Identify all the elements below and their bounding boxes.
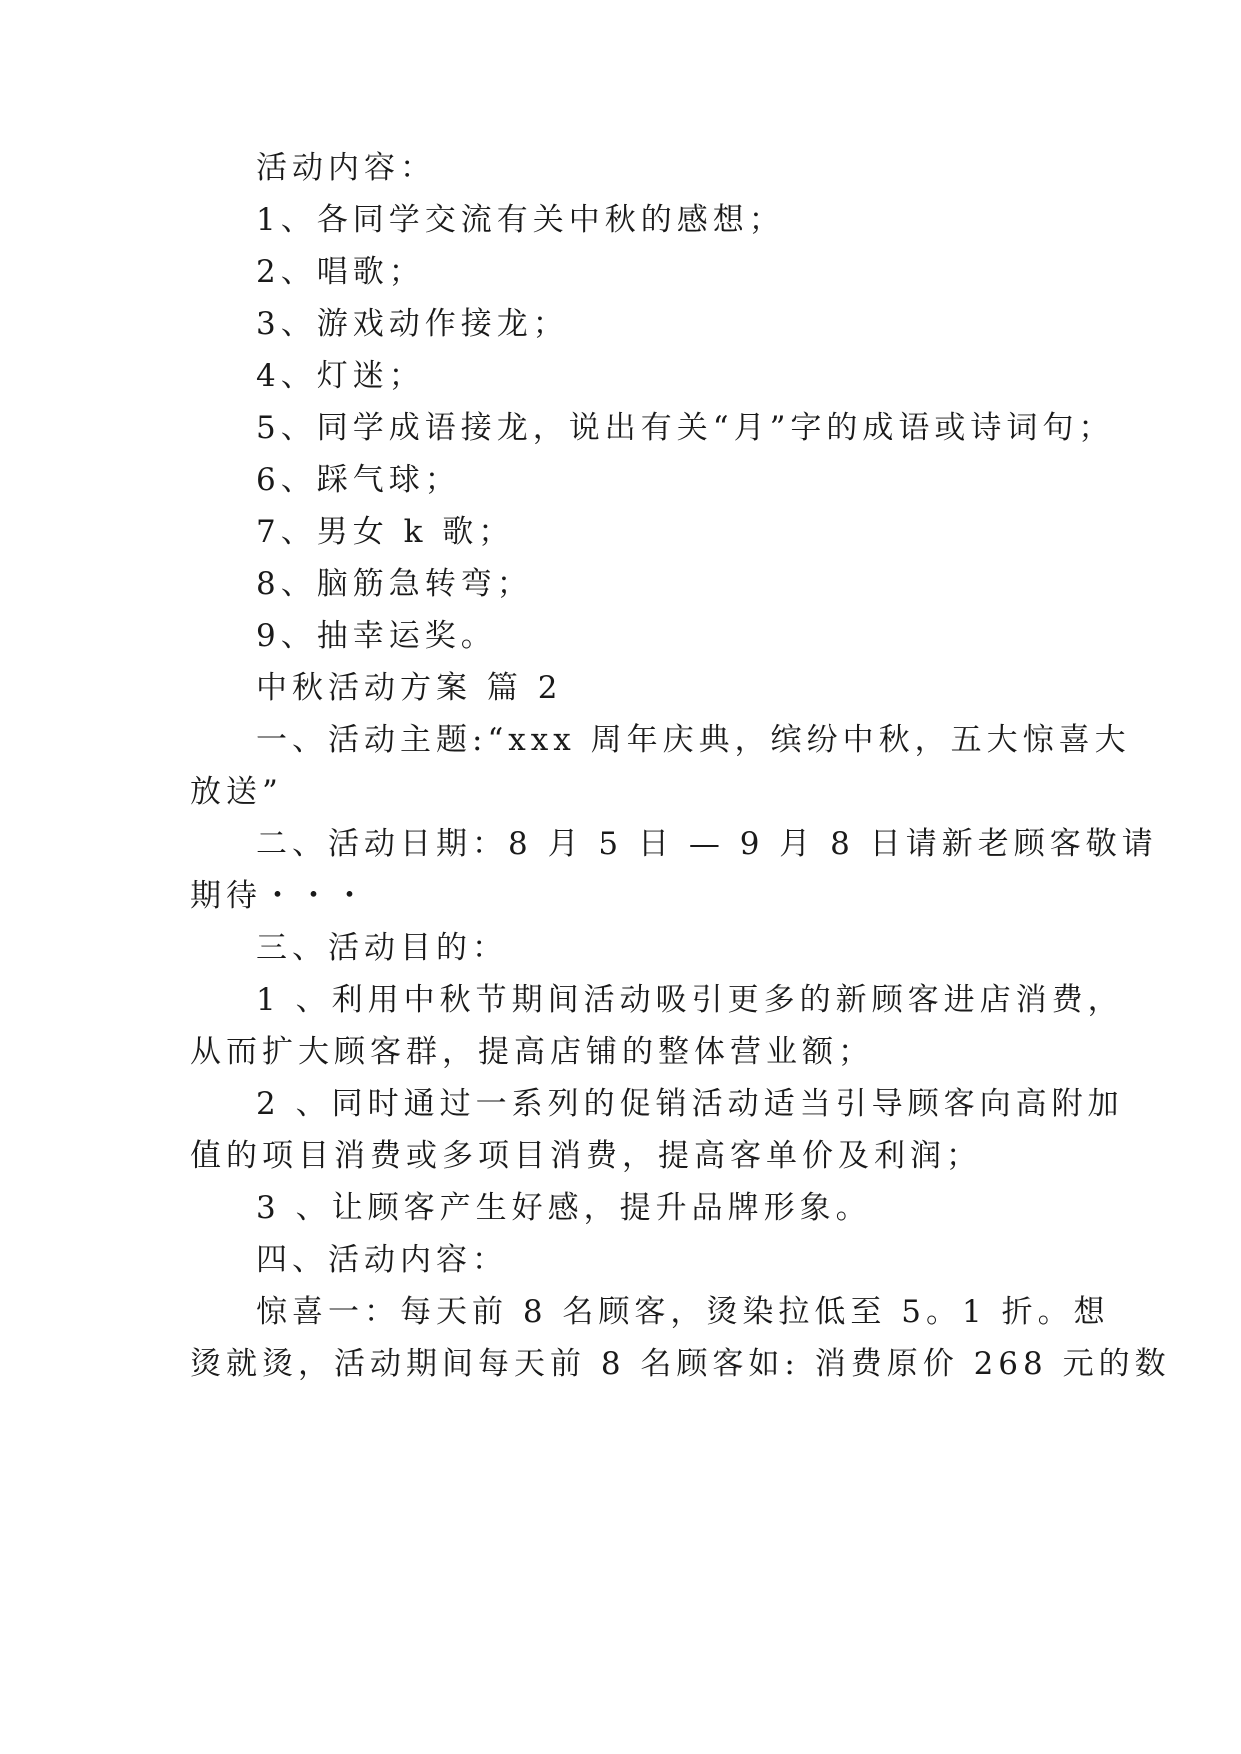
- list-item: 6、踩气球；: [256, 462, 461, 498]
- list-item: 9、抽幸运奖。: [256, 618, 497, 654]
- list-item: 2 、同时通过一系列的促销活动适当引导顾客向高附加: [256, 1086, 1124, 1122]
- paragraph-continuation: 从而扩大顾客群，提高店铺的整体营业额；: [190, 1034, 874, 1070]
- list-item: 1、各同学交流有关中秋的感想；: [256, 202, 785, 238]
- paragraph: 三、活动目的：: [256, 930, 508, 966]
- paragraph: 活动内容：: [256, 150, 436, 186]
- list-item: 3 、让顾客产生好感，提升品牌形象。: [256, 1190, 872, 1226]
- paragraph-continuation: 放送”: [190, 774, 283, 810]
- paragraph: 二、活动日期：8 月 5 日 — 9 月 8 日请新老顾客敬请: [256, 826, 1158, 862]
- section-heading: 中秋活动方案 篇 2: [256, 670, 563, 706]
- paragraph: 惊喜一：每天前 8 名顾客，烫染拉低至 5。1 折。想: [256, 1294, 1110, 1330]
- list-item: 5、同学成语接龙，说出有关“月”字的成语或诗词句；: [256, 410, 1115, 446]
- paragraph-continuation: 烫就烫，活动期间每天前 8 名顾客如: 消费原价 268 元的数: [190, 1346, 1171, 1382]
- list-item: 4、灯迷；: [256, 358, 425, 394]
- paragraph-continuation: 期待・・・: [190, 878, 370, 914]
- list-item: 3、游戏动作接龙；: [256, 306, 569, 342]
- paragraph-continuation: 值的项目消费或多项目消费，提高客单价及利润；: [190, 1138, 982, 1174]
- list-item: 8、脑筋急转弯；: [256, 566, 533, 602]
- list-item: 1 、利用中秋节期间活动吸引更多的新顾客进店消费，: [256, 982, 1124, 1018]
- list-item: 2、唱歌；: [256, 254, 425, 290]
- list-item: 7、男女 k 歌；: [256, 514, 515, 550]
- paragraph: 一、活动主题:“xxx 周年庆典，缤纷中秋，五大惊喜大: [256, 722, 1131, 758]
- paragraph: 四、活动内容：: [256, 1242, 508, 1278]
